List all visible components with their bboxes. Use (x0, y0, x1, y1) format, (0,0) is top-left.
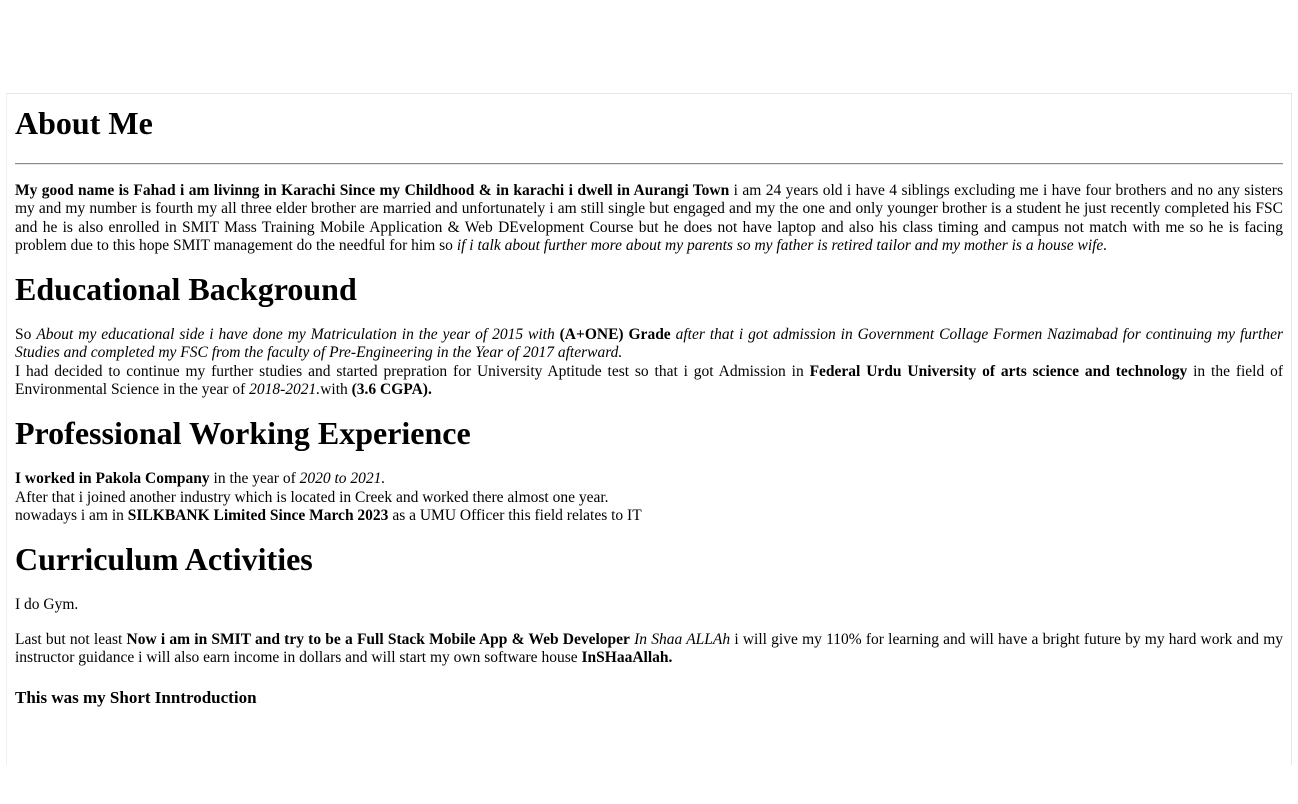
education-field: in the field of Environmental Science in the year of (15, 362, 1283, 399)
experience-role: as a UMU Officer this field relates to IT (388, 506, 642, 524)
education-grade: (A+ONE) Grade (559, 326, 671, 344)
closing-heading: This was my Short Inntroduction (15, 688, 257, 708)
curriculum-paragraph (15, 631, 1283, 668)
experience-paragraph (15, 470, 1283, 525)
about-heading: About Me (15, 105, 153, 141)
about-intro: My good name is Fahad i am livinng in Karachi Since my Childhood & in karachi i dwell in Aurangi Town (15, 182, 730, 199)
about-body: i am 24 years old i have 4 siblings excluding me i have four brothers and no any sisters my and my number is fourth my all three elder brother are married and unfortunately i am still single but engaged and my the one and only younger brother is a student he just recently completed his FSC and he is also enrolled in SMIT Mass Training Mobile Application & Web DEvelopment Course but he does not have laptop and also his class timing and campus not match with me so he is facing problem due to this hope SMIT management do the needful for him so (15, 182, 1283, 254)
curriculum-smit: Now i am in SMIT and try to be a Full Stack Mobile App & Web Developer (126, 630, 630, 648)
curriculum-last-start: Last but not least (15, 630, 127, 648)
curriculum-future: i will give my 110% for learning and will have a bright future by my hard work and my instructor guidance i will also earn income in dollars and will start my own software house (15, 630, 1283, 666)
education-matric: About my educational side i have done my Matriculation in the year of 2015 with (36, 326, 560, 344)
education-heading: Educational Background (15, 271, 357, 308)
about-paragraph (15, 182, 1283, 255)
experience-pakola: I worked in Pakola Company (15, 470, 210, 488)
education-with: with (320, 381, 352, 399)
education-cgpa: (3.6 CGPA). (351, 381, 432, 399)
about-parents: if i talk about further more about my parents so my father is retired tailor and my mother is a house wife. (456, 236, 1108, 254)
education-so: So (15, 326, 37, 344)
curriculum-gym: I do Gym. (15, 596, 79, 614)
experience-now: nowadays i am in (15, 506, 128, 524)
experience-year-text: in the year of (209, 470, 300, 488)
curriculum-heading: Curriculum Activities (15, 541, 313, 578)
divider (15, 163, 1283, 165)
curriculum-inshaallah-end: InSHaaAllah. (581, 648, 673, 666)
experience-years: 2020 to 2021. (299, 470, 386, 488)
education-years: 2018-2021. (249, 381, 321, 399)
curriculum-inshaallah: In Shaa ALLAh (634, 630, 731, 648)
experience-silkbank: SILKBANK Limited Since March 2023 (127, 506, 389, 524)
experience-heading: Professional Working Experience (15, 415, 471, 452)
education-fsc: after that i got admission in Government Collage Formen Nazimabad for continuing my further Studies and completed my FSC from the faculty of Pre-Engineering in the Year of 2017 afterward. (15, 326, 1284, 362)
experience-creek: After that i joined another industry which is located in Creek and worked there almost one year. (15, 488, 609, 506)
education-university-intro: I had decided to continue my further studies and started prepration for University Aptitude test so that i got Admission in (15, 362, 810, 380)
education-university: Federal Urdu University of arts science and technology (809, 362, 1188, 380)
page-content (6, 93, 1292, 765)
education-paragraph (15, 326, 1283, 399)
